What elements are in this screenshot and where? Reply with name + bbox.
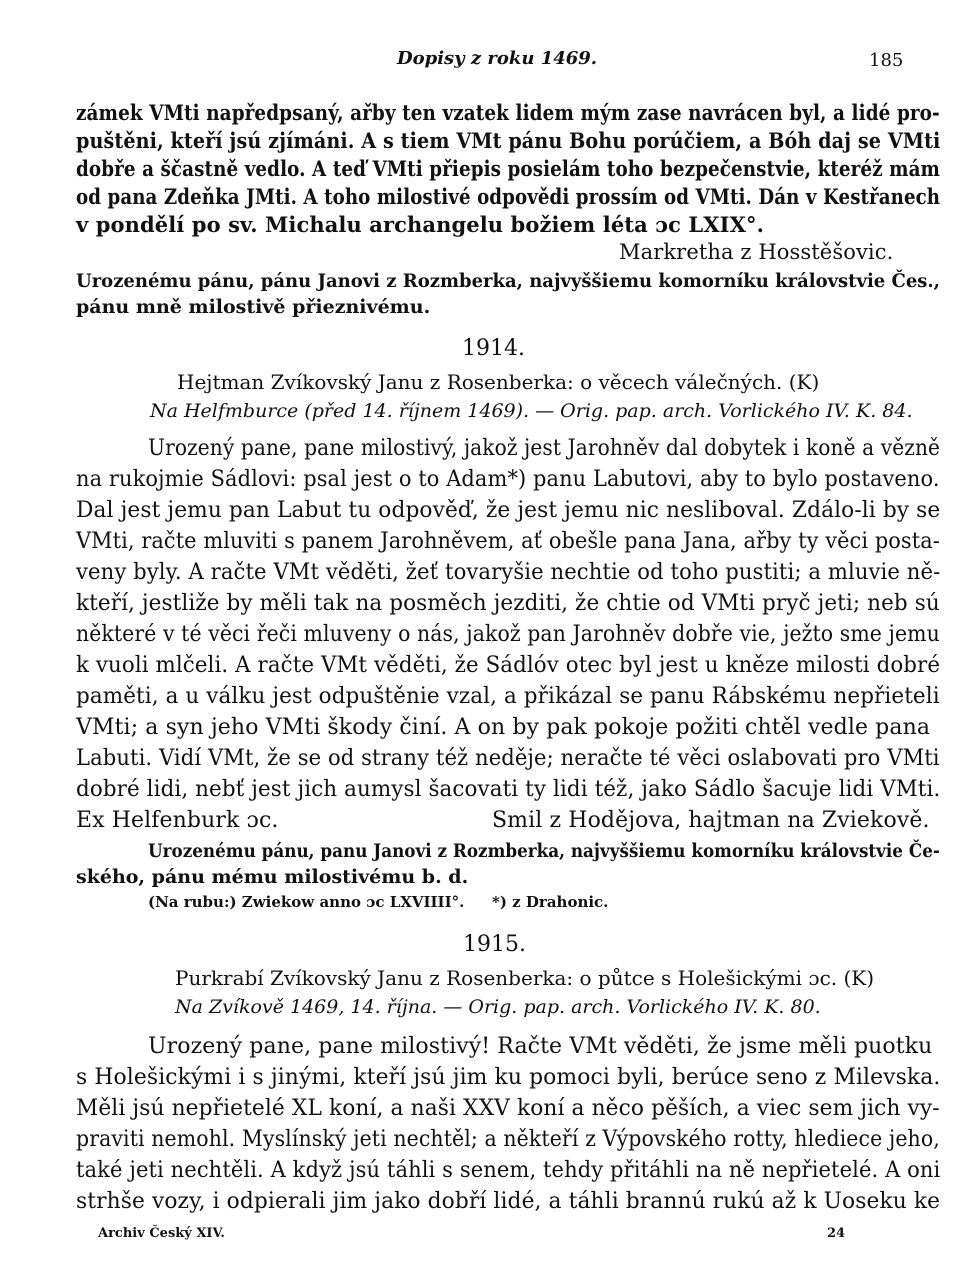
text-line: také jeti nechtěli. A když jsú táhli s senem, tehdy přitáhli na ně nepřietelé. A oni	[76, 1158, 941, 1183]
text-line: Urozený pane, pane milostivý! Račte VMt věděti, že jsme měli puotku	[148, 1034, 933, 1059]
text-line: zámek VMti napředpsaný, ařby ten vzatek lidem mým zase navrácen byl, a lidé pro-	[76, 100, 940, 125]
text-line: VMti; a syn jeho VMti škody činí. A on by pak pokoje požiti chtěl vedle pana	[76, 715, 931, 740]
address-line: Urozenému pánu, pánu Janovi z Rozmberka, najvyššiemu komorníku královstvie Čes.,	[76, 270, 940, 292]
text-line: kteří, jestliže by měli tak na posměch jezditi, že chtie od VMti pryč jeti; neb sú	[76, 591, 940, 616]
text-line: puštěni, kteří jsú zjímáni. A s tiem VMt pánu Bohu porúčiem, a Bóh daj se VMti	[76, 128, 941, 153]
text-line: strhše vozy, i odpierali jim jako dobří lidé, a táhli brannú rukú až k Uoseku ke	[76, 1189, 941, 1214]
text-line: některé v té věci řeči mluveny o nás, jakož pan Jarohněv dobře vie, ježto sme jemu	[76, 622, 940, 647]
signature: Markretha z Hosstěšovic.	[619, 240, 894, 264]
letter-heading: Purkrabí Zvíkovský Janu z Rosenberka: o půtce s Holešickými ɔc. (K)	[175, 966, 875, 990]
text-line: od pana Zdeňka JMti. A toho milostivé odpovědi prossím od VMti. Dán v Kestřanech	[76, 184, 941, 209]
source-line: Na Zvíkově 1469, 14. října. — Orig. pap. arch. Vorlického IV. K. 80.	[175, 996, 821, 1018]
text-line: praviti nemohl. Myslínský jeti nechtěl; a někteří z Výpovského rotty, hlediece jeho,	[76, 1127, 940, 1152]
letter-number: 1914.	[462, 336, 525, 361]
text-line: paměti, a u válku jest odpuštěnie vzal, a přikázal se panu Rábskému nepřieteli	[76, 684, 940, 709]
running-title: Dopisy z roku 1469.	[397, 48, 598, 69]
text-line: veny byly. A račte VMt věděti, žeť tovaryšie nechtie od toho pustiti; a mluvie ně-	[76, 560, 941, 585]
text-line: Dal jest jemu pan Labut tu odpověď, že jest jemu nic nesliboval. Zdálo-li by se	[76, 498, 941, 523]
closing-place: Ex Helfenburk ɔc.	[76, 808, 279, 833]
address-line: pánu mně milostivě přieznivému.	[76, 296, 431, 318]
text-line: na rukojmie Sádlovi: psal jest o to Adam*) panu Labutovi, aby to bylo postaveno.	[76, 467, 940, 492]
page-number: 185	[869, 50, 904, 71]
footer-signature-mark: 24	[827, 1226, 846, 1241]
text-line: dobře a ščastně vedlo. A teď VMti přiepis posielám toho bezpečenstvie, kteréž mám	[76, 156, 941, 181]
text-line: dobré lidi, nebť jest jich aumysl šacovati ty lidi též, jako Sádlo šacuje lidi VMti.	[76, 777, 941, 802]
source-line: Na Helfmburce (před 14. říjnem 1469). — Orig. pap. arch. Vorlického IV. K. 84.	[150, 400, 913, 422]
text-line: s Holešickými i s jinými, kteří jsú jim ku pomoci byli, berúce seno z Milevska.	[76, 1065, 941, 1090]
address-line: Urozenému pánu, panu Janovi z Rozmberka, najvyššiemu komorníku královstvie Če-	[148, 840, 940, 862]
reverse-note: (Na rubu:) Zwiekow anno ɔc LXVIIII°.	[148, 893, 465, 911]
address-line: ského, pánu mému milostivému b. d.	[76, 866, 469, 888]
footer-series: Archiv Český XIV.	[98, 1226, 225, 1241]
letter-number: 1915.	[463, 932, 526, 957]
letter-heading: Hejtman Zvíkovský Janu z Rosenberka: o věcech válečných. (K)	[177, 370, 820, 394]
text-line: Labuti. Vidí VMt, že se od strany též neděje; neračte té věci oslabovati pro VMti	[76, 746, 940, 771]
text-line: k vuoli mlčeli. A račte VMt věděti, že Sádlóv otec byl jest u kněze milosti dobré	[76, 653, 941, 678]
closing-signature: Smil z Hodějova, hajtman na Zviekově.	[492, 808, 930, 833]
text-line: VMti, račte mluviti s panem Jarohněvem, ať obešle pana Jana, ařby ty věci posta-	[76, 529, 940, 554]
text-line: v pondělí po sv. Michalu archangelu božiem léta ɔc LXIX°.	[76, 212, 764, 237]
text-line: Měli jsú nepřietelé XL koní, a naši XXV koní a něco pěších, a viec sem jich vy-	[76, 1096, 940, 1121]
footnote: *) z Drahonic.	[492, 893, 609, 911]
text-line: Urozený pane, pane milostivý, jakož jest Jarohněv dal dobytek i koně a vězně	[148, 436, 941, 461]
